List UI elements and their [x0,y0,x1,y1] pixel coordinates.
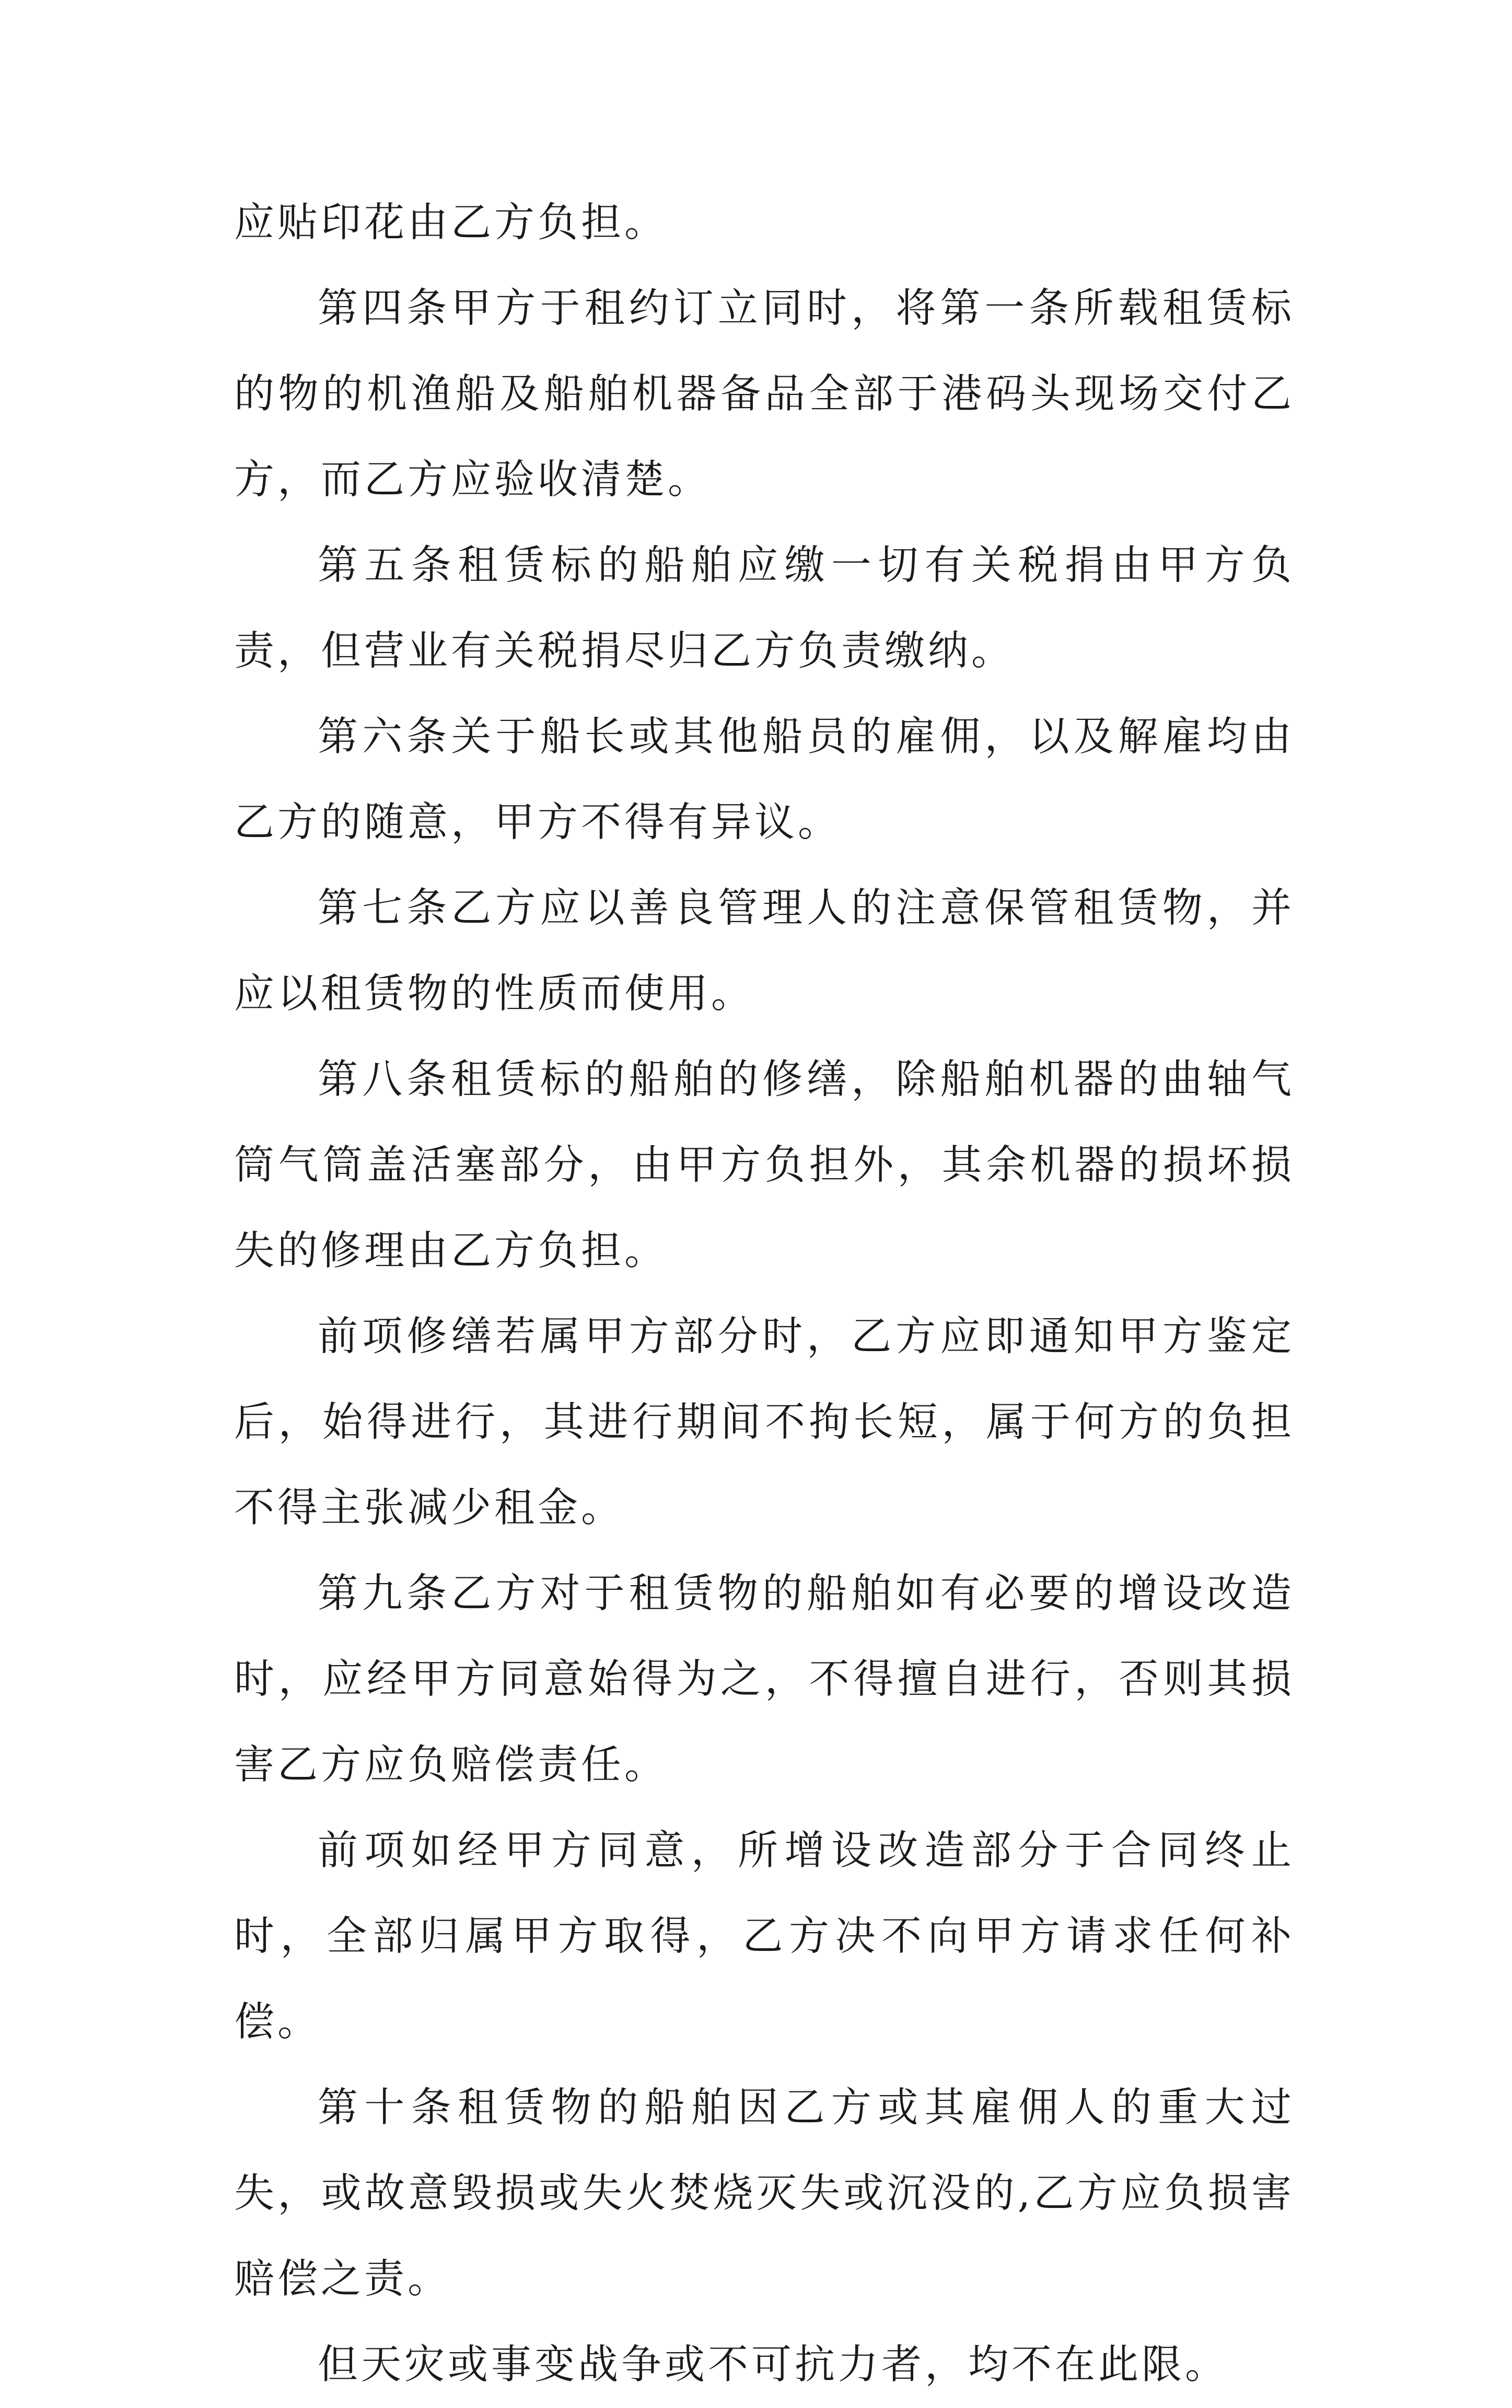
paragraph-article-9-clause: 前项如经甲方同意，所增设改造部分于合同终止时，全部归属甲方取得，乙方决不向甲方请求任何补偿。 [234,1828,1295,2045]
paragraph-article-5: 第五条租赁标的船舶应缴一切有关税捐由甲方负责，但营业有关税捐尽归乙方负责缴纳。 [234,542,1295,674]
paragraph-article-8-clause: 前项修缮若属甲方部分时，乙方应即通知甲方鉴定后，始得进行，其进行期间不拘长短，属于何方的负担不得主张减少租金。 [234,1313,1295,1531]
paragraph-article-6: 第六条关于船长或其他船员的雇佣，以及解雇均由乙方的随意，甲方不得有异议。 [234,714,1295,846]
paragraph-article-8: 第八条租赁标的船舶的修缮，除船舶机器的曲轴气筒气筒盖活塞部分，由甲方负担外，其余机器的损坏损失的修理由乙方负担。 [234,1056,1295,1274]
paragraph-continuation: 应贴印花由乙方负担。 [234,200,668,246]
paragraph-article-4: 第四条甲方于租约订立同时，将第一条所载租赁标的物的机渔船及船舶机器备品全部于港码头现场交付乙方，而乙方应验收清楚。 [234,285,1295,503]
document-body [234,180,1295,2408]
paragraph-article-10: 第十条租赁物的船舶因乙方或其雇佣人的重大过失，或故意毁损或失火焚烧灭失或沉没的,乙方应负损害赔偿之责。 [234,2085,1295,2302]
paragraph-article-9: 第九条乙方对于租赁物的船舶如有必要的增设改造时，应经甲方同意始得为之，不得擅自进行，否则其损害乙方应负赔偿责任。 [234,1571,1295,1788]
paragraph-article-10-exception: 但天灾或事变战争或不可抗力者，均不在此限。 [318,2342,1228,2388]
paragraph-article-7: 第七条乙方应以善良管理人的注意保管租赁物，并应以租赁物的性质而使用。 [234,885,1295,1017]
